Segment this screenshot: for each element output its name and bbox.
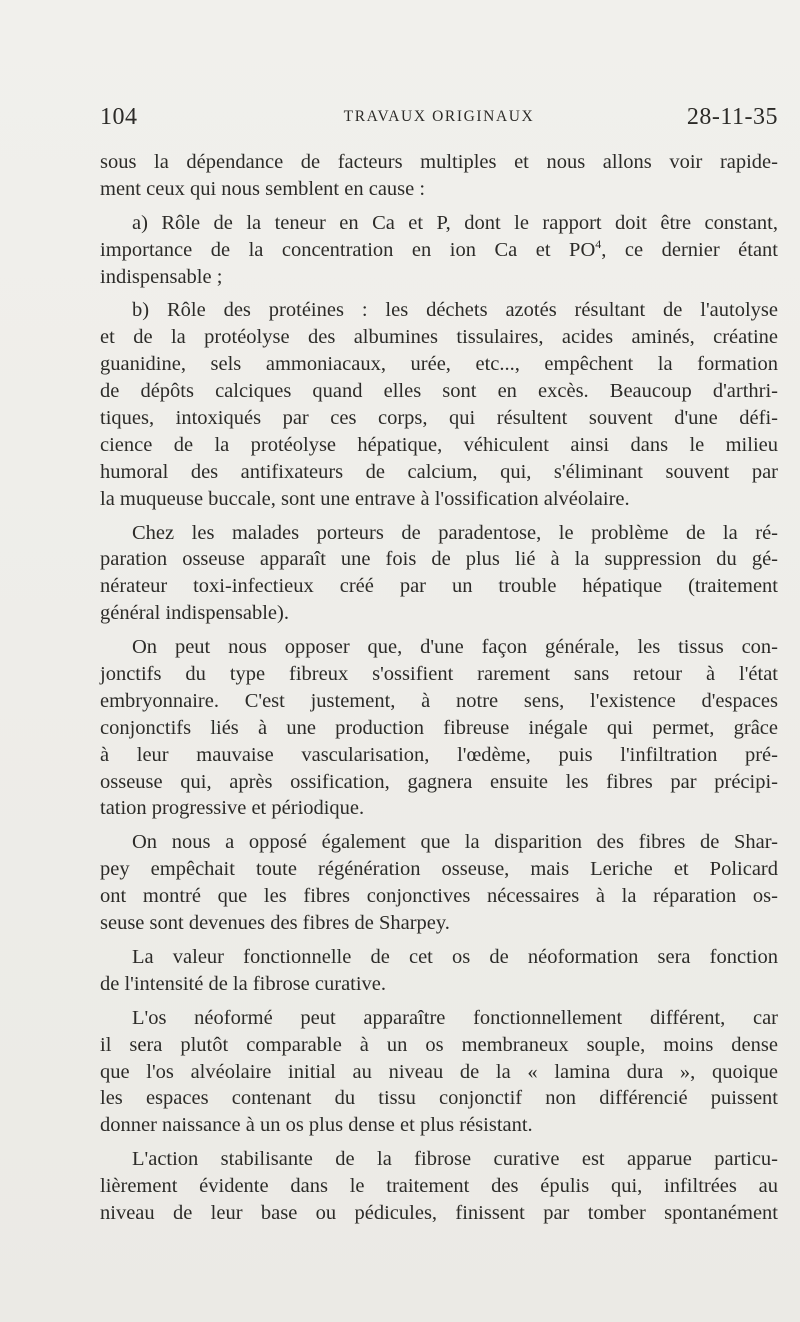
text-line: seuse sont devenues des fibres de Sharpey. [100,912,450,935]
paragraph-4 [100,520,778,628]
issue-date: 28-11-35 [686,104,778,130]
text-line: ment ceux qui nous semblent en cause : [100,177,426,200]
text-line: niveau de leur base ou pédicules, finissent par tomber spontanément [100,1201,778,1224]
paragraph-7 [100,944,778,998]
text-line: L'os néoformé peut apparaître fonctionnellement différent, car [132,1006,778,1029]
text-line: tiques, intoxiqués par ces corps, qui résultent souvent d'une défi- [100,407,778,430]
text-line: général indispensable). [100,602,289,625]
text-line: La valeur fonctionnelle de cet os de néoformation sera fonction [132,945,778,968]
page-number: 104 [100,104,138,130]
text-span: , ce dernier étant [601,238,778,261]
text-line: tation progressive et périodique. [100,797,365,820]
text-line: sous la dépendance de facteurs multiples et nous allons voir rapide- [100,151,778,173]
paragraph-5 [100,634,778,822]
text-line: la muqueuse buccale, sont une entrave à l'ossification alvéolaire. [100,487,630,510]
text-line: indispensable ; [100,265,223,288]
text-line: b) Rôle des protéines : les déchets azotés résultant de l'autolyse [132,299,778,322]
text-line: pey empêchait toute régénération osseuse, mais Leriche et Policard [100,858,778,881]
body-text [100,149,778,1227]
text-line: L'action stabilisante de la fibrose curative est apparue particu- [132,1148,778,1171]
page-header [100,104,778,134]
text-line: donner naissance à un os plus dense et plus résistant. [100,1114,533,1137]
text-line: osseuse qui, après ossification, gagnera ensuite les fibres par précipi- [100,770,778,793]
running-title: TRAVAUX ORIGINAUX [343,108,535,125]
text-line: On peut nous opposer que, d'une façon générale, les tissus con- [132,636,778,659]
paragraph-8 [100,1005,778,1139]
text-span: importance de la concentration en ion Ca et PO [100,238,596,261]
text-line: embryonnaire. C'est justement, à notre sens, l'existence d'espaces [100,689,778,712]
text-line: Chez les malades porteurs de paradentose, le problème de la ré- [132,521,778,544]
text-line: On nous a opposé également que la disparition des fibres de Shar- [132,831,778,854]
text-line: les espaces contenant du tissu conjonctif non différencié puissent [100,1087,778,1110]
text-line: il sera plutôt comparable à un os membraneux souple, moins dense [100,1033,778,1056]
text-line: jonctifs du type fibreux s'ossifient rarement sans retour à l'état [100,663,778,686]
text-line: humoral des antifixateurs de calcium, qui, s'éliminant souvent par [100,460,778,483]
text-line: que l'os alvéolaire initial au niveau de la « lamina dura », quoique [100,1060,778,1083]
text-line: ont montré que les fibres conjonctives nécessaires à la réparation os- [100,885,778,908]
text-line: lièrement évidente dans le traitement des épulis qui, infiltrées au [100,1175,778,1198]
text-line: conjonctifs liés à une production fibreuse inégale qui permet, grâce [100,716,778,739]
paragraph-6 [100,829,778,937]
paragraph-9 [100,1146,778,1227]
text-line: à leur mauvaise vascularisation, l'œdème, puis l'infiltration pré- [100,743,778,766]
text-line: cience de la protéolyse hépatique, véhiculent ainsi dans le milieu [100,433,778,456]
text-line [100,237,778,264]
superscript: 4 [595,236,602,251]
paragraph-3 [100,297,778,512]
paragraph-2 [100,210,778,291]
text-line: de l'intensité de la fibrose curative. [100,972,387,995]
text-line: guanidine, sels ammoniacaux, urée, etc..., empêchent la formation [100,353,778,376]
text-line: nérateur toxi-infectieux créé par un trouble hépatique (traitement [100,575,778,598]
text-line: de dépôts calciques quand elles sont en excès. Beaucoup d'arthri- [100,380,778,403]
text-line: paration osseuse apparaît une fois de plus lié à la suppression du gé- [100,548,778,571]
text-line: et de la protéolyse des albumines tissulaires, acides aminés, créatine [100,326,778,349]
text-line: a) Rôle de la teneur en Ca et P, dont le rapport doit être constant, [132,211,778,234]
paragraph-1 [100,149,778,203]
